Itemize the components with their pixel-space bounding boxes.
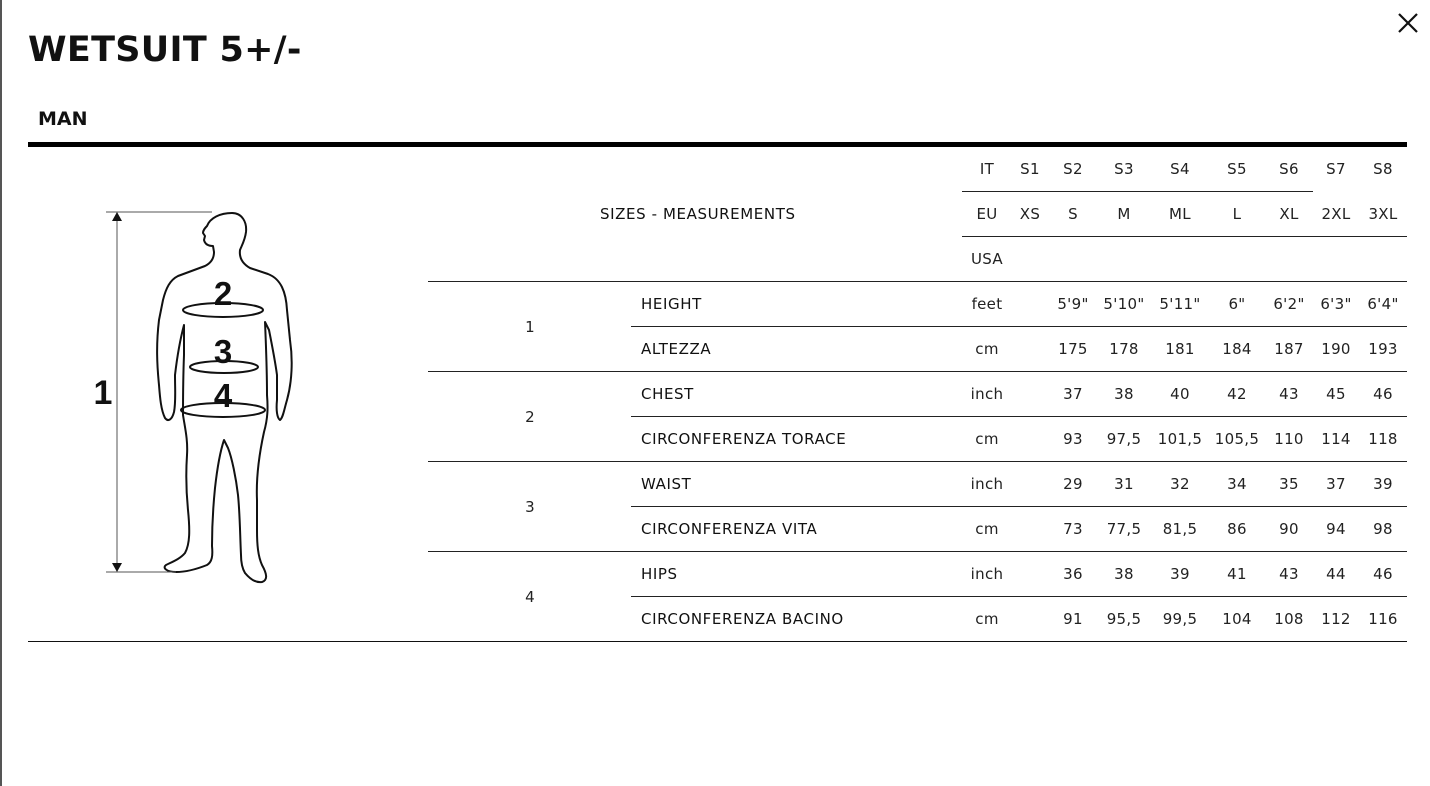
- measurement-value: 97,5: [1106, 430, 1142, 448]
- figure-label-1: 1: [93, 374, 113, 412]
- size-it-1: S1: [1020, 160, 1040, 178]
- size-it-4: S4: [1170, 160, 1190, 178]
- measurement-value: 94: [1326, 520, 1346, 538]
- measurement-value: 187: [1274, 340, 1304, 358]
- measurement-label: WAIST: [641, 475, 692, 493]
- measurement-value: 34: [1227, 475, 1247, 493]
- measurement-value: 40: [1170, 385, 1190, 403]
- measurement-label: CIRCONFERENZA VITA: [641, 520, 818, 538]
- measurement-value: 38: [1114, 385, 1134, 403]
- figure-label-2: 2: [213, 275, 233, 312]
- size-it-7: S7: [1326, 160, 1346, 178]
- measurement-value: 38: [1114, 565, 1134, 583]
- measurement-value: 37: [1063, 385, 1083, 403]
- measurement-value: 114: [1321, 430, 1351, 448]
- group-number-1: 1: [525, 317, 535, 336]
- size-system-it: IT: [979, 160, 995, 178]
- size-it-3: S3: [1114, 160, 1134, 178]
- header-divider-eu: [962, 236, 1407, 237]
- measurement-unit: inch: [970, 385, 1004, 403]
- size-eu-8: 3XL: [1368, 205, 1398, 223]
- size-it-5: S5: [1227, 160, 1247, 178]
- size-eu-7: 2XL: [1321, 205, 1351, 223]
- measurement-value: 118: [1368, 430, 1398, 448]
- measurement-value: 184: [1222, 340, 1252, 358]
- size-eu-5: L: [1232, 205, 1242, 223]
- measurement-unit: cm: [975, 340, 999, 358]
- figure-label-3: 3: [213, 333, 233, 370]
- size-system-eu: EU: [976, 205, 998, 223]
- measurement-value: 73: [1063, 520, 1083, 538]
- measurement-value: 99,5: [1162, 610, 1198, 628]
- table-bottom-rule: [28, 641, 1407, 642]
- figure-label-4: 4: [213, 377, 233, 414]
- measurement-value: 110: [1274, 430, 1304, 448]
- measurement-unit: inch: [970, 475, 1004, 493]
- measurement-value: 46: [1373, 385, 1393, 403]
- body-figure: [88, 200, 308, 590]
- measurement-label: HEIGHT: [641, 295, 702, 313]
- measurement-value: 39: [1170, 565, 1190, 583]
- close-icon[interactable]: [1395, 10, 1421, 36]
- size-eu-2: S: [1068, 205, 1078, 223]
- row-divider: [631, 416, 1407, 417]
- measurement-label: CIRCONFERENZA BACINO: [641, 610, 844, 628]
- page-title: WETSUIT 5+/-: [28, 30, 302, 70]
- measurement-label: ALTEZZA: [641, 340, 712, 358]
- row-divider: [631, 326, 1407, 327]
- measurement-value: 29: [1063, 475, 1083, 493]
- measurement-value: 116: [1368, 610, 1398, 628]
- measurement-label: CHEST: [641, 385, 694, 403]
- size-it-8: S8: [1373, 160, 1393, 178]
- measurement-unit: cm: [975, 610, 999, 628]
- measurement-value: 98: [1373, 520, 1393, 538]
- measurement-label: HIPS: [641, 565, 678, 583]
- size-eu-3: M: [1117, 205, 1131, 223]
- measurement-value: 44: [1326, 565, 1346, 583]
- measurement-value: 86: [1227, 520, 1247, 538]
- measurement-value: 108: [1274, 610, 1304, 628]
- size-eu-6: XL: [1279, 205, 1299, 223]
- size-eu-4: ML: [1169, 205, 1191, 223]
- measurement-value: 46: [1373, 565, 1393, 583]
- measurement-value: 112: [1321, 610, 1351, 628]
- group-number-4: 4: [525, 587, 535, 606]
- measurement-value: 43: [1279, 385, 1299, 403]
- measurement-value: 6'2": [1273, 295, 1305, 313]
- measurement-value: 43: [1279, 565, 1299, 583]
- measurement-value: 175: [1058, 340, 1088, 358]
- measurement-value: 42: [1227, 385, 1247, 403]
- measurement-value: 36: [1063, 565, 1083, 583]
- size-it-6: S6: [1279, 160, 1299, 178]
- measurement-value: 95,5: [1106, 610, 1142, 628]
- measurement-value: 181: [1165, 340, 1195, 358]
- measurement-unit: cm: [975, 430, 999, 448]
- row-divider: [631, 596, 1407, 597]
- sizes-measurements-title: SIZES - MEASUREMENTS: [600, 205, 796, 223]
- measurement-value: 190: [1321, 340, 1351, 358]
- measurement-value: 41: [1227, 565, 1247, 583]
- measurement-value: 35: [1279, 475, 1299, 493]
- measurement-value: 6": [1228, 295, 1246, 313]
- group-number-3: 3: [525, 497, 535, 516]
- size-system-usa: USA: [971, 250, 1003, 268]
- measurement-value: 5'9": [1057, 295, 1089, 313]
- measurement-value: 45: [1326, 385, 1346, 403]
- measurement-value: 90: [1279, 520, 1299, 538]
- measurement-value: 178: [1109, 340, 1139, 358]
- measurement-value: 105,5: [1214, 430, 1260, 448]
- measurement-value: 91: [1063, 610, 1083, 628]
- group-number-2: 2: [525, 407, 535, 426]
- measurement-value: 6'3": [1320, 295, 1352, 313]
- measurement-value: 31: [1114, 475, 1134, 493]
- window-edge: [0, 0, 2, 786]
- measurement-label: CIRCONFERENZA TORACE: [641, 430, 847, 448]
- measurement-unit: cm: [975, 520, 999, 538]
- measurement-unit: inch: [970, 565, 1004, 583]
- row-divider: [631, 506, 1407, 507]
- tab-man[interactable]: MAN: [38, 108, 88, 130]
- measurement-value: 39: [1373, 475, 1393, 493]
- measurement-value: 193: [1368, 340, 1398, 358]
- measurement-value: 101,5: [1157, 430, 1203, 448]
- measurement-value: 37: [1326, 475, 1346, 493]
- measurement-value: 81,5: [1162, 520, 1198, 538]
- measurement-value: 5'10": [1103, 295, 1145, 313]
- size-eu-1: XS: [1019, 205, 1041, 223]
- measurement-value: 104: [1222, 610, 1252, 628]
- header-divider-it: [962, 191, 1313, 192]
- measurement-unit: feet: [971, 295, 1003, 313]
- measurement-value: 32: [1170, 475, 1190, 493]
- measurement-value: 6'4": [1367, 295, 1399, 313]
- size-it-2: S2: [1063, 160, 1083, 178]
- measurement-value: 5'11": [1159, 295, 1201, 313]
- measurement-value: 93: [1063, 430, 1083, 448]
- measurement-value: 77,5: [1106, 520, 1142, 538]
